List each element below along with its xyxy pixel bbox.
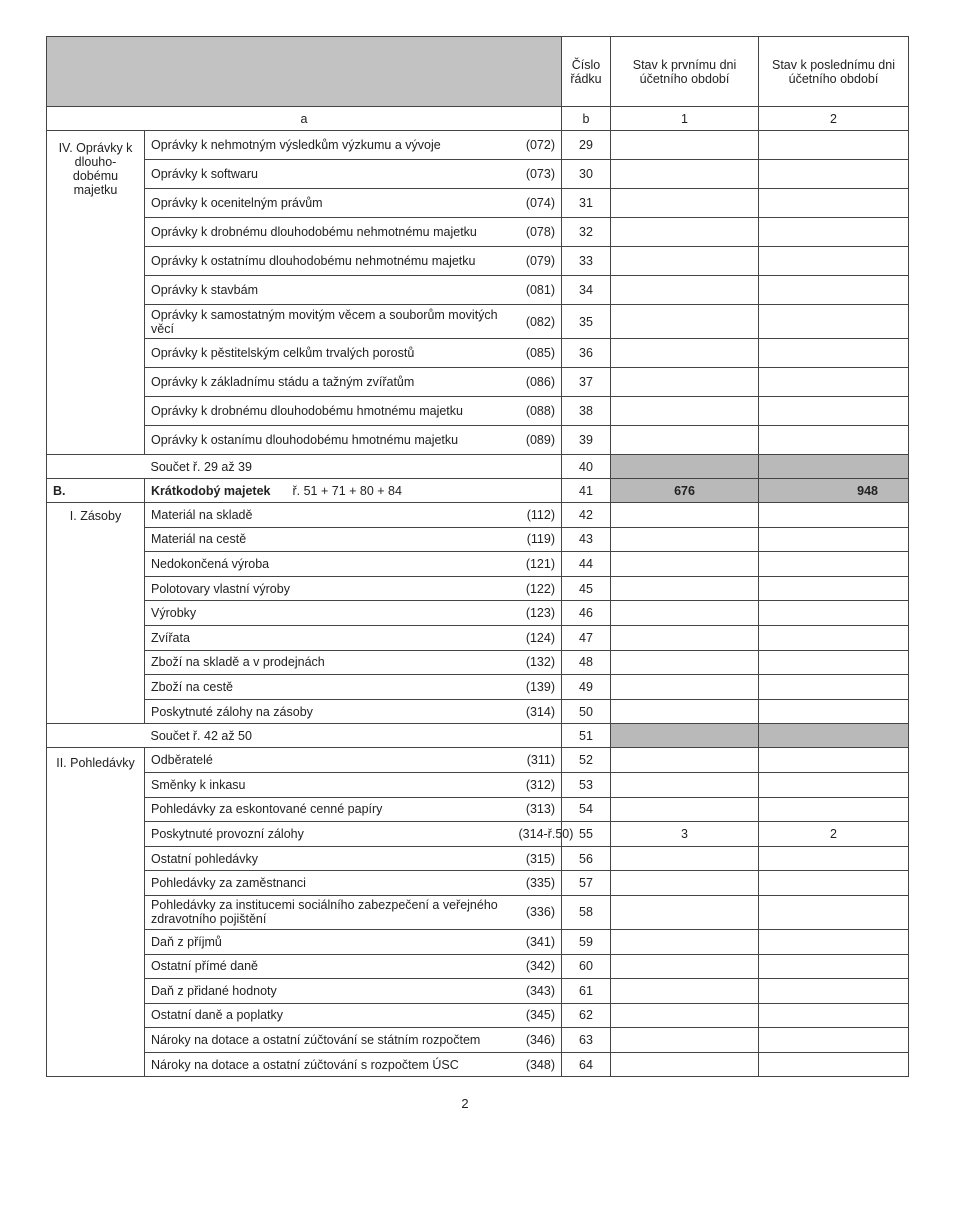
row-value-last [759, 748, 909, 773]
row-value-first [611, 625, 759, 650]
sum-value-first [611, 724, 759, 748]
row-value-first [611, 426, 759, 455]
row-value-first [611, 368, 759, 397]
row-account: (088) [513, 397, 562, 426]
row-line-number: 61 [562, 979, 611, 1004]
header-blank-right [145, 37, 562, 107]
row-line-number: 57 [562, 871, 611, 896]
row-account: (086) [513, 368, 562, 397]
header-last-day: Stav k poslednímu dni účetního období [759, 37, 909, 107]
row-account: (122) [513, 576, 562, 601]
row-value-first [611, 699, 759, 724]
row-value-last [759, 1003, 909, 1028]
subheader-2: 2 [759, 107, 909, 131]
row-label: Oprávky k drobnému dlouhodobému hmotnému majetku [145, 397, 513, 426]
row-account: (346) [513, 1028, 562, 1053]
sum-value-first [611, 455, 759, 479]
row-value-first [611, 1052, 759, 1077]
sum-label: Součet ř. 42 až 50 [145, 724, 562, 748]
row-value-last [759, 397, 909, 426]
row-value-first [611, 527, 759, 552]
row-label: Pohledávky za eskontované cenné papíry [145, 797, 513, 822]
row-account: (089) [513, 426, 562, 455]
row-value-last [759, 218, 909, 247]
short-term-assets-formula: ř. 51 + 71 + 80 + 84 [292, 483, 402, 498]
row-value-last [759, 954, 909, 979]
row-label: Oprávky k ostatnímu dlouhodobému nehmotnému majetku [145, 247, 513, 276]
row-account: (124) [513, 625, 562, 650]
row-line-number: 62 [562, 1003, 611, 1028]
row-label: Oprávky k samostatným movitým věcem a souborům movitých věcí [145, 305, 513, 339]
row-value-first: 3 [611, 822, 759, 847]
row-account: (072) [513, 131, 562, 160]
row-value-last [759, 368, 909, 397]
section-b-label: B. [47, 479, 145, 503]
row-label: Oprávky k stavbám [145, 276, 513, 305]
row-account: (078) [513, 218, 562, 247]
row-value-first [611, 871, 759, 896]
row-account: (085) [513, 339, 562, 368]
row-value-first [611, 601, 759, 626]
row-line-number: 48 [562, 650, 611, 675]
row-value-last [759, 650, 909, 675]
row-value-first [611, 929, 759, 954]
section-b-line: 41 [562, 479, 611, 503]
row-account: (074) [513, 189, 562, 218]
row-label: Zboží na skladě a v prodejnách [145, 650, 513, 675]
row-label: Oprávky k pěstitelským celkům trvalých porostů [145, 339, 513, 368]
row-line-number: 63 [562, 1028, 611, 1053]
sum-value-last [759, 724, 909, 748]
row-value-first [611, 576, 759, 601]
row-account: (314-ř.50) [513, 822, 562, 847]
row-account: (139) [513, 675, 562, 700]
row-label: Poskytnuté provozní zálohy [145, 822, 513, 847]
row-label: Materiál na cestě [145, 527, 513, 552]
section-b-value-last: 948 [759, 479, 909, 503]
section-b-title [145, 479, 562, 503]
row-value-first [611, 954, 759, 979]
row-label: Odběratelé [145, 748, 513, 773]
subheader-1: 1 [611, 107, 759, 131]
row-line-number: 34 [562, 276, 611, 305]
row-line-number: 42 [562, 503, 611, 528]
row-account: (343) [513, 979, 562, 1004]
row-value-first [611, 846, 759, 871]
section-b-value-first: 676 [611, 479, 759, 503]
row-account: (345) [513, 1003, 562, 1028]
sum-value-last [759, 455, 909, 479]
row-account: (342) [513, 954, 562, 979]
row-value-first [611, 1028, 759, 1053]
row-value-first [611, 895, 759, 929]
row-value-first [611, 218, 759, 247]
sum-line-number: 51 [562, 724, 611, 748]
row-value-first [611, 552, 759, 577]
row-line-number: 44 [562, 552, 611, 577]
row-label: Nároky na dotace a ostatní zúčtování s rozpočtem ÚSC [145, 1052, 513, 1077]
row-line-number: 43 [562, 527, 611, 552]
row-value-last [759, 552, 909, 577]
row-label: Ostatní pohledávky [145, 846, 513, 871]
row-value-last [759, 675, 909, 700]
header-blank-left [47, 37, 145, 107]
short-term-assets-title: Krátkodobý majetek [151, 483, 271, 498]
row-account: (313) [513, 797, 562, 822]
row-value-first [611, 650, 759, 675]
row-account: (112) [513, 503, 562, 528]
row-account: (315) [513, 846, 562, 871]
row-value-last [759, 699, 909, 724]
row-value-first [611, 397, 759, 426]
row-value-first [611, 305, 759, 339]
row-label: Nároky na dotace a ostatní zúčtování se státním rozpočtem [145, 1028, 513, 1053]
row-line-number: 49 [562, 675, 611, 700]
row-label: Oprávky k nehmotným výsledkům výzkumu a vývoje [145, 131, 513, 160]
row-line-number: 39 [562, 426, 611, 455]
row-label: Zboží na cestě [145, 675, 513, 700]
row-line-number: 32 [562, 218, 611, 247]
row-line-number: 35 [562, 305, 611, 339]
row-value-last [759, 797, 909, 822]
section-ii-label: II. Pohledávky [47, 748, 145, 1077]
row-value-last [759, 305, 909, 339]
sum-label: Součet ř. 29 až 39 [145, 455, 562, 479]
row-value-first [611, 247, 759, 276]
row-label: Oprávky k drobnému dlouhodobému nehmotnému majetku [145, 218, 513, 247]
row-label: Daň z příjmů [145, 929, 513, 954]
row-line-number: 64 [562, 1052, 611, 1077]
row-value-last [759, 846, 909, 871]
row-account: (081) [513, 276, 562, 305]
row-account: (119) [513, 527, 562, 552]
row-value-first [611, 276, 759, 305]
row-account: (082) [513, 305, 562, 339]
row-label: Zvířata [145, 625, 513, 650]
row-value-last [759, 131, 909, 160]
row-line-number: 52 [562, 748, 611, 773]
row-line-number: 31 [562, 189, 611, 218]
row-line-number: 36 [562, 339, 611, 368]
row-value-last [759, 339, 909, 368]
section-i-label: I. Zásoby [47, 503, 145, 724]
row-value-first [611, 503, 759, 528]
row-value-last [759, 189, 909, 218]
row-account: (132) [513, 650, 562, 675]
row-value-first [611, 160, 759, 189]
row-account: (336) [513, 895, 562, 929]
row-value-first [611, 189, 759, 218]
row-label: Nedokončená výroba [145, 552, 513, 577]
row-label: Daň z přidané hodnoty [145, 979, 513, 1004]
row-value-first [611, 797, 759, 822]
row-value-last [759, 929, 909, 954]
row-line-number: 58 [562, 895, 611, 929]
row-value-last [759, 160, 909, 189]
row-line-number: 55 [562, 822, 611, 847]
row-line-number: 53 [562, 772, 611, 797]
row-label: Oprávky k ostanímu dlouhodobému hmotnému majetku [145, 426, 513, 455]
row-value-last [759, 601, 909, 626]
row-label: Ostatní daně a poplatky [145, 1003, 513, 1028]
row-value-last [759, 426, 909, 455]
row-line-number: 47 [562, 625, 611, 650]
row-value-last [759, 1028, 909, 1053]
row-label: Výrobky [145, 601, 513, 626]
row-account: (079) [513, 247, 562, 276]
row-value-last [759, 979, 909, 1004]
row-line-number: 46 [562, 601, 611, 626]
row-value-last [759, 772, 909, 797]
row-account: (335) [513, 871, 562, 896]
row-account: (073) [513, 160, 562, 189]
row-value-last [759, 576, 909, 601]
row-label: Oprávky k softwaru [145, 160, 513, 189]
row-label: Poskytnuté zálohy na zásoby [145, 699, 513, 724]
section-iv-label: IV. Oprávky k dlouho-dobému majetku [47, 131, 145, 455]
row-value-first [611, 979, 759, 1004]
row-value-last [759, 871, 909, 896]
row-line-number: 59 [562, 929, 611, 954]
row-account: (341) [513, 929, 562, 954]
row-account: (121) [513, 552, 562, 577]
row-label: Oprávky k ocenitelným právům [145, 189, 513, 218]
row-account: (348) [513, 1052, 562, 1077]
row-value-first [611, 1003, 759, 1028]
row-line-number: 29 [562, 131, 611, 160]
row-line-number: 38 [562, 397, 611, 426]
row-label: Materiál na skladě [145, 503, 513, 528]
page-number: 2 [461, 1096, 469, 1111]
row-value-last [759, 247, 909, 276]
row-line-number: 60 [562, 954, 611, 979]
row-account: (123) [513, 601, 562, 626]
row-line-number: 33 [562, 247, 611, 276]
header-first-day: Stav k prvnímu dni účetního období [611, 37, 759, 107]
row-label: Ostatní přímé daně [145, 954, 513, 979]
row-line-number: 56 [562, 846, 611, 871]
row-line-number: 50 [562, 699, 611, 724]
row-label: Polotovary vlastní výroby [145, 576, 513, 601]
row-account: (314) [513, 699, 562, 724]
sum-blank [47, 724, 145, 748]
sum-line-number: 40 [562, 455, 611, 479]
header-line-number: Číslo řádku [562, 37, 611, 107]
row-value-last [759, 895, 909, 929]
row-label: Oprávky k základnímu stádu a tažným zvířatům [145, 368, 513, 397]
row-account: (311) [513, 748, 562, 773]
row-value-first [611, 675, 759, 700]
row-account: (312) [513, 772, 562, 797]
row-value-last: 2 [759, 822, 909, 847]
row-line-number: 54 [562, 797, 611, 822]
row-label: Pohledávky za institucemi sociálního zabezpečení a veřejného zdravotního pojištění [145, 895, 513, 929]
row-value-last [759, 1052, 909, 1077]
subheader-a: a [47, 107, 562, 131]
row-line-number: 45 [562, 576, 611, 601]
row-line-number: 30 [562, 160, 611, 189]
row-label: Pohledávky za zaměstnanci [145, 871, 513, 896]
row-value-first [611, 131, 759, 160]
row-value-last [759, 503, 909, 528]
subheader-b: b [562, 107, 611, 131]
row-label: Směnky k inkasu [145, 772, 513, 797]
row-value-last [759, 527, 909, 552]
row-value-first [611, 339, 759, 368]
sum-blank [47, 455, 145, 479]
row-value-last [759, 625, 909, 650]
row-line-number: 37 [562, 368, 611, 397]
balance-sheet-table [46, 36, 909, 1077]
row-value-last [759, 276, 909, 305]
row-value-first [611, 772, 759, 797]
row-value-first [611, 748, 759, 773]
